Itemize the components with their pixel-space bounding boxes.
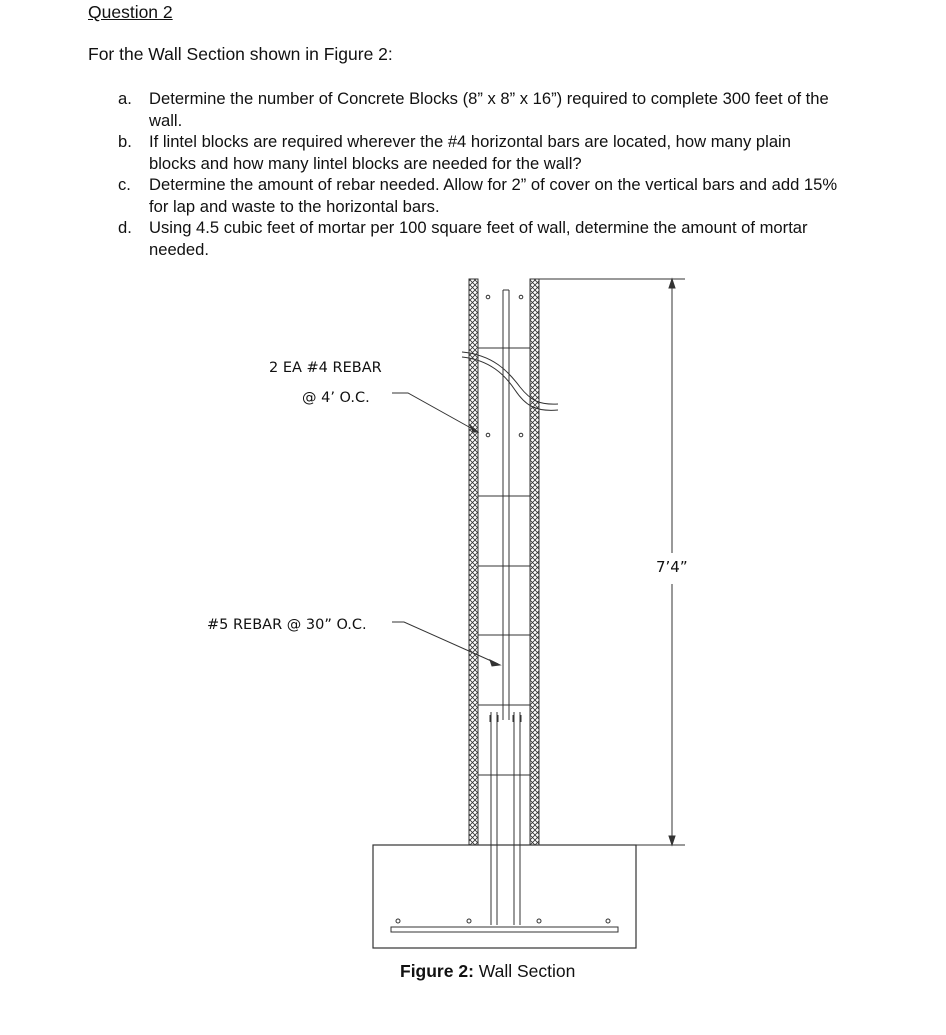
caption-bold: Figure 2: (400, 961, 474, 981)
label-horizontal-rebar-line1: 2 EA #4 REBAR (269, 360, 382, 376)
footing-dowels (490, 712, 521, 925)
item-text: Determine the number of Concrete Blocks (8” x 8” x 16”) required to complete 300 feet of the wall. (149, 89, 829, 130)
caption-text: Wall Section (473, 961, 576, 981)
footing-bottom-bar (391, 919, 618, 932)
leader-lines (392, 393, 500, 666)
item-text: Using 4.5 cubic feet of mortar per 100 square feet of wall, determine the amount of mortar needed. (149, 218, 808, 259)
item-text: Determine the amount of rebar needed. Allow for 2” of cover on the vertical bars and add 15% for lap and waste to the horizontal bars. (149, 175, 838, 216)
label-vertical-rebar: #5 REBAR @ 30” O.C. (207, 617, 367, 633)
footing (373, 845, 636, 948)
block-courses (478, 348, 530, 845)
wall-face-right (530, 279, 539, 845)
item-letter: a. (118, 89, 132, 108)
label-horizontal-rebar-line2: @ 4’ O.C. (302, 390, 370, 406)
item-letter: d. (118, 218, 132, 237)
vertical-rebar (503, 290, 509, 720)
horizontal-rebar-dots (486, 295, 523, 437)
question-intro: For the Wall Section shown in Figure 2: (88, 44, 393, 64)
item-letter: b. (118, 132, 132, 151)
wall-face-left (469, 279, 478, 845)
question-title: Question 2 (88, 2, 173, 22)
item-text: If lintel blocks are required wherever the #4 horizontal bars are located, how many plain blocks and how many lintel blocks are needed for the wall? (149, 132, 791, 173)
dimension-label: 7’4” (656, 558, 688, 576)
figure-caption (400, 961, 575, 982)
item-letter: c. (118, 175, 131, 194)
